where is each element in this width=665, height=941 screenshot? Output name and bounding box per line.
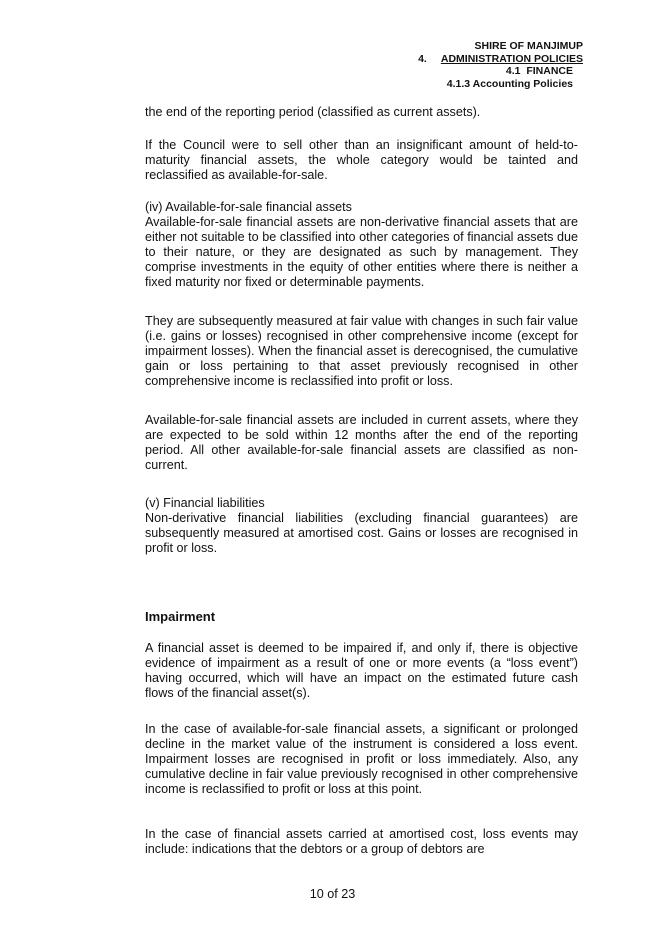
paragraph: If the Council were to sell other than an insignificant amount of held-to-maturity financial assets, the whole category would be tainted and reclassified as available-for-sale. — [145, 138, 578, 182]
heading-impairment: Impairment — [145, 609, 216, 624]
header-section — [418, 53, 583, 66]
header-section-title: ADMINISTRATION POLICIES — [440, 52, 583, 65]
paragraph: the end of the reporting period (classified as current assets). — [145, 105, 481, 119]
header-subsection-title: FINANCE — [526, 65, 573, 77]
paragraph: They are subsequently measured at fair value with changes in such fair value (i.e. gains or losses) recognised in other comprehensive income (except for impairment losses). When the financial asset is derecognised, the cumulative gain or loss pertaining to that asset previously recognised in other comprehensive income is reclassified into profit or loss. — [145, 314, 578, 388]
paragraph-4-block — [145, 314, 578, 389]
afs-section — [145, 200, 578, 290]
header-subsection-number: 4.1 — [505, 65, 521, 77]
subheading-afs: (iv) Available-for-sale financial assets — [145, 200, 352, 214]
paragraph: In the case of available-for-sale financial assets, a significant or prolonged decline in the market value of the instrument is considered a loss event. Impairment losses are recognised in profit or loss immediately. Also, any cumulative decline in fair value previously recognised in other comprehensive income is reclassified to profit or loss at this point. — [145, 722, 578, 796]
paragraph: In the case of financial assets carried at amortised cost, loss events may include: indications that the debtors or a group of debtors are — [145, 827, 578, 856]
header-subsection — [418, 65, 573, 78]
paragraph: Available-for-sale financial assets are non-derivative financial assets that are either not suitable to be classified into other categories of financial assets due to their nature, or they are designated as such by management. They comprise investments in the equity of other entities where there is neither a fixed maturity nor fixed or determinable payments. — [145, 215, 578, 289]
paragraph-9-block — [145, 827, 578, 857]
header-section-number: 4. — [418, 52, 427, 65]
impairment-heading-block — [145, 609, 578, 624]
paragraph-7-block — [145, 641, 578, 701]
page-header — [418, 40, 583, 90]
page-number: 10 of 23 — [309, 887, 356, 901]
paragraph: Available-for-sale financial assets are included in current assets, where they are expected to be sold within 12 months after the end of the reporting period. All other available-for-sale financial assets are classified as non-current. — [145, 413, 578, 472]
subheading-financial-liabilities: (v) Financial liabilities — [145, 496, 265, 510]
fl-section — [145, 496, 578, 556]
paragraph: A financial asset is deemed to be impaired if, and only if, there is objective evidence of impairment as a result of one or more events (a “loss event”) having occurred, which will have an impact on the estimated future cash flows of the financial asset(s). — [145, 641, 578, 700]
paragraph-2-block — [145, 138, 578, 183]
header-subsubsection: 4.1.3 Accounting Policies — [446, 77, 573, 90]
paragraph-8-block — [145, 722, 578, 797]
header-org: SHIRE OF MANJIMUP — [474, 40, 583, 52]
paragraph: Non-derivative financial liabilities (excluding financial guarantees) are subsequently measured at amortised cost. Gains or losses are recognised in profit or loss. — [145, 511, 578, 555]
paragraph-1-block — [145, 105, 578, 120]
paragraph-5-block — [145, 413, 578, 473]
